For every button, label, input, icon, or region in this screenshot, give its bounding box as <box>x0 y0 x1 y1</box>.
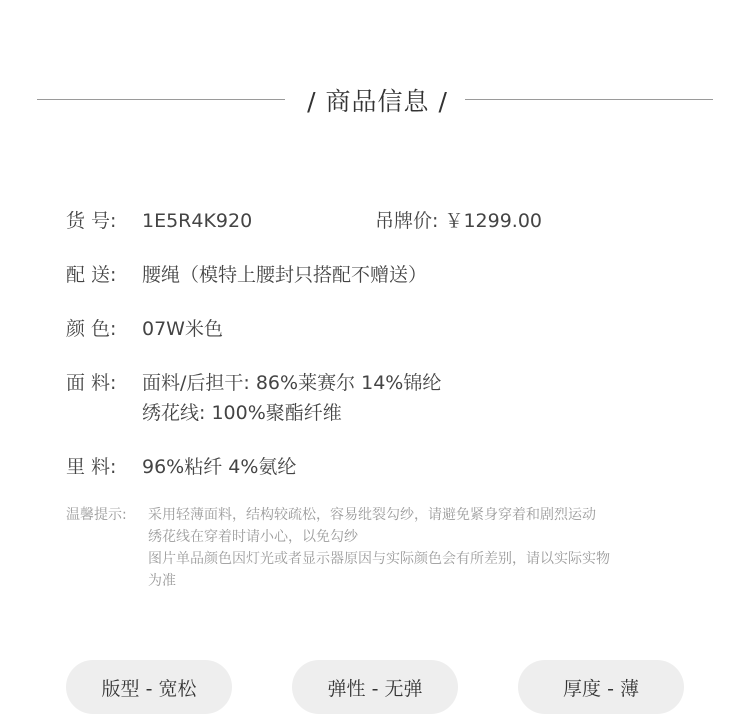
item-number-value: 1E5R4K920 <box>142 210 253 232</box>
care-tip-line: 为准 <box>148 573 176 589</box>
attribute-fit-pill: 版型 - 宽松 <box>66 660 232 714</box>
item-number-label: 货 号: <box>66 210 117 232</box>
attribute-thickness-pill: 厚度 - 薄 <box>518 660 684 714</box>
attribute-elasticity-pill: 弹性 - 无弹 <box>292 660 458 714</box>
care-tip-line: 采用轻薄面料，结构较疏松，容易纰裂勾纱，请避免紧身穿着和剧烈运动 <box>148 507 596 523</box>
header-divider-left <box>37 99 285 100</box>
color-value: 07W米色 <box>142 318 223 340</box>
accessory-value: 腰绳（模特上腰封只搭配不赠送） <box>142 264 428 286</box>
tag-price <box>375 206 542 233</box>
care-tips-label: 温馨提示: <box>66 507 127 523</box>
care-tip-line: 图片单品颜色因灯光或者显示器原因与实际颜色会有所差别，请以实际实物 <box>148 551 610 567</box>
tag-price-value: ￥1299.00 <box>444 210 543 232</box>
fabric-value: 面料/后担干: 86%莱赛尔 14%锦纶 <box>142 372 442 394</box>
lining-label: 里 料: <box>66 456 117 478</box>
fabric-label: 面 料: <box>66 372 117 394</box>
care-tips-lines <box>148 504 678 592</box>
section-header <box>0 78 750 122</box>
section-title: / 商品信息 / <box>307 87 448 116</box>
lining-row <box>66 452 296 479</box>
tag-price-label: 吊牌价: <box>375 210 439 232</box>
color-label: 颜 色: <box>66 318 117 340</box>
accessory-row <box>66 260 427 287</box>
accessory-label: 配 送: <box>66 264 117 286</box>
care-tip-line: 绣花线在穿着时请小心，以免勾纱 <box>148 529 358 545</box>
item-number-row <box>66 206 252 233</box>
embroidery-thread-value: 绣花线: 100%聚酯纤维 <box>142 402 342 424</box>
fabric-row <box>66 368 441 395</box>
lining-value: 96%粘纤 4%氨纶 <box>142 456 297 478</box>
header-divider-right <box>465 99 713 100</box>
color-row <box>66 314 223 341</box>
